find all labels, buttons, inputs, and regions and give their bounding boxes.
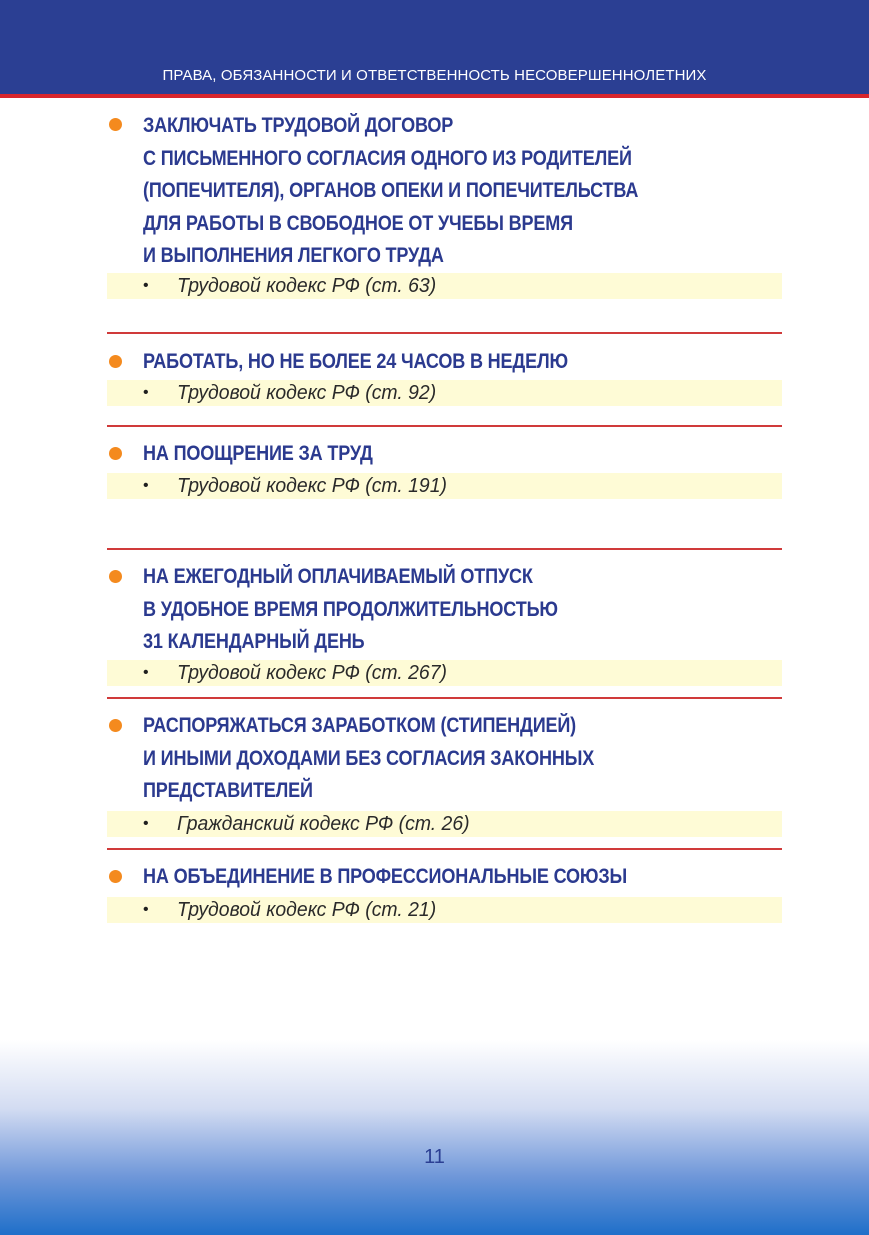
orange-bullet-icon — [109, 719, 122, 732]
item-heading-line: ПРЕДСТАВИТЕЛЕЙ — [143, 779, 313, 802]
section-divider — [107, 332, 782, 334]
item-heading — [143, 561, 558, 659]
reference-row — [107, 897, 782, 923]
item-heading-line: И ВЫПОЛНЕНИЯ ЛЕГКОГО ТРУДА — [143, 244, 444, 267]
small-bullet-icon: • — [143, 815, 149, 832]
reference-row — [107, 473, 782, 499]
item-heading — [143, 110, 638, 273]
item-heading — [143, 346, 568, 379]
reference-row — [107, 811, 782, 837]
section-divider — [107, 425, 782, 427]
section-divider — [107, 548, 782, 550]
small-bullet-icon: • — [143, 664, 149, 681]
small-bullet-icon: • — [143, 477, 149, 494]
reference-row — [107, 660, 782, 686]
item-heading-line: ЗАКЛЮЧАТЬ ТРУДОВОЙ ДОГОВОР — [143, 114, 454, 137]
reference-text: Гражданский кодекс РФ (ст. 26) — [177, 813, 470, 835]
orange-bullet-icon — [109, 447, 122, 460]
footer-gradient — [0, 1040, 869, 1235]
item-heading — [143, 861, 627, 894]
item-heading-line: ДЛЯ РАБОТЫ В СВОБОДНОЕ ОТ УЧЕБЫ ВРЕМЯ — [143, 211, 573, 235]
small-bullet-icon: • — [143, 901, 149, 918]
reference-row — [107, 273, 782, 299]
item-heading-line: И ИНЫМИ ДОХОДАМИ БЕЗ СОГЛАСИЯ ЗАКОННЫХ — [143, 746, 595, 770]
orange-bullet-icon — [109, 570, 122, 583]
section-divider — [107, 697, 782, 699]
item-heading-line: (ПОПЕЧИТЕЛЯ), ОРГАНОВ ОПЕКИ И ПОПЕЧИТЕЛЬСТВА — [143, 179, 639, 202]
header-accent-line — [0, 94, 869, 98]
page-header — [0, 0, 869, 94]
item-heading-line: НА ОБЪЕДИНЕНИЕ В ПРОФЕССИОНАЛЬНЫЕ СОЮЗЫ — [143, 865, 627, 888]
item-heading-line: НА ПООЩРЕНИЕ ЗА ТРУД — [143, 442, 373, 465]
reference-text: Трудовой кодекс РФ (ст. 21) — [177, 899, 437, 921]
reference-text: Трудовой кодекс РФ (ст. 63) — [177, 275, 437, 297]
item-heading-line: С ПИСЬМЕННОГО СОГЛАСИЯ ОДНОГО ИЗ РОДИТЕЛЕЙ — [143, 146, 632, 170]
orange-bullet-icon — [109, 870, 122, 883]
item-heading — [143, 710, 594, 808]
item-heading-line: РАСПОРЯЖАТЬСЯ ЗАРАБОТКОМ (СТИПЕНДИЕЙ) — [143, 714, 577, 737]
header-title: ПРАВА, ОБЯЗАННОСТИ И ОТВЕТСТВЕННОСТЬ НЕСОВЕРШЕННОЛЕТНИХ — [162, 67, 707, 84]
orange-bullet-icon — [109, 118, 122, 131]
reference-text: Трудовой кодекс РФ (ст. 92) — [177, 382, 437, 404]
small-bullet-icon: • — [143, 277, 149, 294]
small-bullet-icon: • — [143, 384, 149, 401]
item-heading-line: 31 КАЛЕНДАРНЫЙ ДЕНЬ — [143, 630, 365, 653]
item-heading-line: РАБОТАТЬ, НО НЕ БОЛЕЕ 24 ЧАСОВ В НЕДЕЛЮ — [143, 350, 568, 373]
reference-text: Трудовой кодекс РФ (ст. 267) — [177, 662, 447, 684]
section-divider — [107, 848, 782, 850]
page-number: 11 — [424, 1146, 445, 1168]
item-heading-line: В УДОБНОЕ ВРЕМЯ ПРОДОЛЖИТЕЛЬНОСТЬЮ — [143, 597, 558, 621]
orange-bullet-icon — [109, 355, 122, 368]
reference-text: Трудовой кодекс РФ (ст. 191) — [177, 475, 447, 497]
item-heading-line: НА ЕЖЕГОДНЫЙ ОПЛАЧИВАЕМЫЙ ОТПУСК — [143, 565, 533, 588]
reference-row — [107, 380, 782, 406]
item-heading — [143, 438, 373, 471]
